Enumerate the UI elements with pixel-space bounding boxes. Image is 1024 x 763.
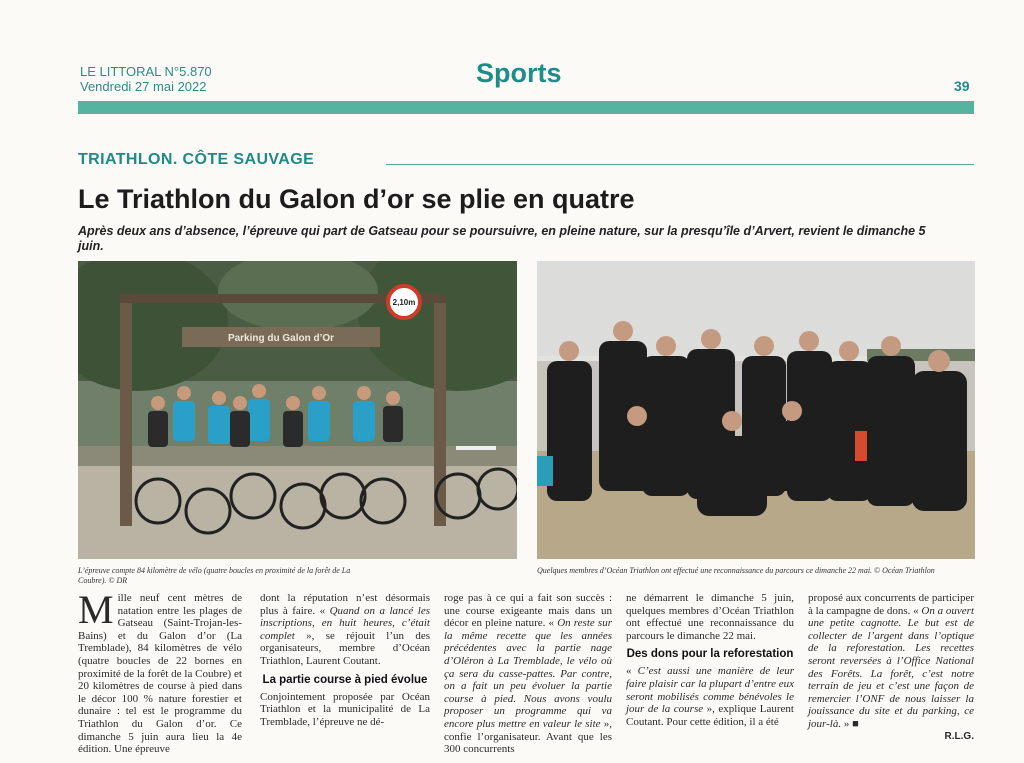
body-column-4 <box>626 592 794 728</box>
column-3-quote: On reste sur la même recette que les années précédentes avec la partie nage d’Oléron à La Tremblade, le vélo où ça sera du casse-pattes. Par contre, on a fait un peu évoluer la partie course à pied. Nous avons voulu proposer un programme qui va encore plus mettre en valeur le site <box>444 617 612 730</box>
column-2-text-a: dont la réputation n’est désormais plus à faire. « <box>260 592 430 617</box>
article-headline: Le Triathlon du Galon d’or se plie en quatre <box>78 184 635 214</box>
column-4-text-a: ne démarrent le dimanche 5 juin, quelques membres d’Océan Triathlon ont effectué une reconnaissance du parcours le dimanche 22 mai. <box>626 592 794 642</box>
column-5-text-a: proposé aux concurrents de participer à la campagne de dons. « <box>808 592 974 617</box>
masthead-info <box>80 64 212 94</box>
column-4-text-c: », explique Laurent Coutant. Pour cette édition, il a été <box>626 703 794 728</box>
body-column-5 <box>808 592 974 743</box>
column-3-text-b: », confie l’organisateur. Avant que les 300 concurrents <box>444 717 613 756</box>
article-standfirst: Après deux ans d’absence, l’épreuve qui part de Gatseau pour se poursuivre, en pleine nature, sur la presqu’île d’Arvert, revient le dimanche 5 juin. <box>78 224 926 253</box>
column-1-text: ille neuf cent mètres de natation entre les plages de Gatseau (Saint-Trojan-les-Bains) et du Galon d’or (La Tremblade), 84 kilomètres de vélo (quatre boucles de 22 bornes en proximité de la forêt de la Coubre) et 20 kilomètres de course à pied dans le décor 100 % nature forestier et dunaire : tel est le programme du Triathlon du Galon d’or. Ce dimanche 5 juin aura lieu la 4e édition. Une épreuve <box>78 592 242 756</box>
caption-1-text: L’épreuve compte 84 kilomètre de vélo (quatre boucles en proximité de la forêt de La Coubre). <box>78 566 351 585</box>
body-column-3 <box>444 592 612 756</box>
body-column-1 <box>78 587 242 756</box>
issue-date: Vendredi 27 mai 2022 <box>80 79 207 94</box>
column-3-text-a: roge pas à ce qui a fait son succès : une course exigeante mais dans un décor en pleine nature. « <box>444 592 612 630</box>
header-rule <box>78 101 974 114</box>
caption-2-text: Quelques membres d’Océan Triathlon ont effectué une reconnaissance du parcours ce dimanche 22 mai. <box>537 566 873 575</box>
photo-caption-1 <box>78 566 378 586</box>
column-2-text-c: Conjointement proposée par Océan Triathlon et la municipalité de La Tremblade, l’épreuve ne dé- <box>260 690 430 728</box>
caption-2-credit: © Océan Triathlon <box>874 566 935 575</box>
author-signature: R.L.G. <box>944 730 974 742</box>
body-column-2 <box>260 592 430 728</box>
column-4-quote: C’est aussi une manière de leur faire plaisir car la plupart d’entre eux seront mobilisés comme bénévoles le jour de la course <box>626 665 794 716</box>
height-limit-sign: 2,10m <box>392 298 416 307</box>
drop-cap: M <box>78 587 114 632</box>
section-title: Sports <box>476 58 562 88</box>
caption-1-credit: © DR <box>108 576 128 585</box>
parking-sign-text: Parking du Galon d’Or <box>227 333 335 344</box>
column-5-quote: On a ouvert une petite cagnotte. Le but est de collecter de l’argent dans l’optique de la reforestation. Les recettes seront reversées à l’Office National des Forêts. La forêt, c’est notre terrain de jeu et c’est une façon de remercier l’ONF de nous laisser la jouissance du site et du parking, ce jour-là. <box>808 604 974 730</box>
article-kicker: TRIATHLON. CÔTE SAUVAGE <box>78 151 315 168</box>
column-5-text-b: » ■ <box>841 717 859 730</box>
column-2-quote: Quand on a lancé les inscriptions, en huit heures, c’était complet <box>260 604 430 642</box>
photo-swimmers <box>537 261 975 559</box>
kicker-rule <box>386 164 974 165</box>
paper-issue: LE LITTORAL N°5.870 <box>80 64 212 79</box>
photo-cyclists <box>78 261 517 559</box>
subhead-course-a-pied: La partie course à pied évolue <box>262 673 428 686</box>
column-4-text-b: « <box>626 665 638 678</box>
column-2-text-b: », se réjouit l’un des organisateurs, membre d’Océan Triathlon, Laurent Coutant. <box>260 629 430 667</box>
subhead-reforestation: Des dons pour la reforestation <box>626 648 794 661</box>
page-number: 39 <box>954 78 970 94</box>
photo-caption-2 <box>537 566 957 576</box>
